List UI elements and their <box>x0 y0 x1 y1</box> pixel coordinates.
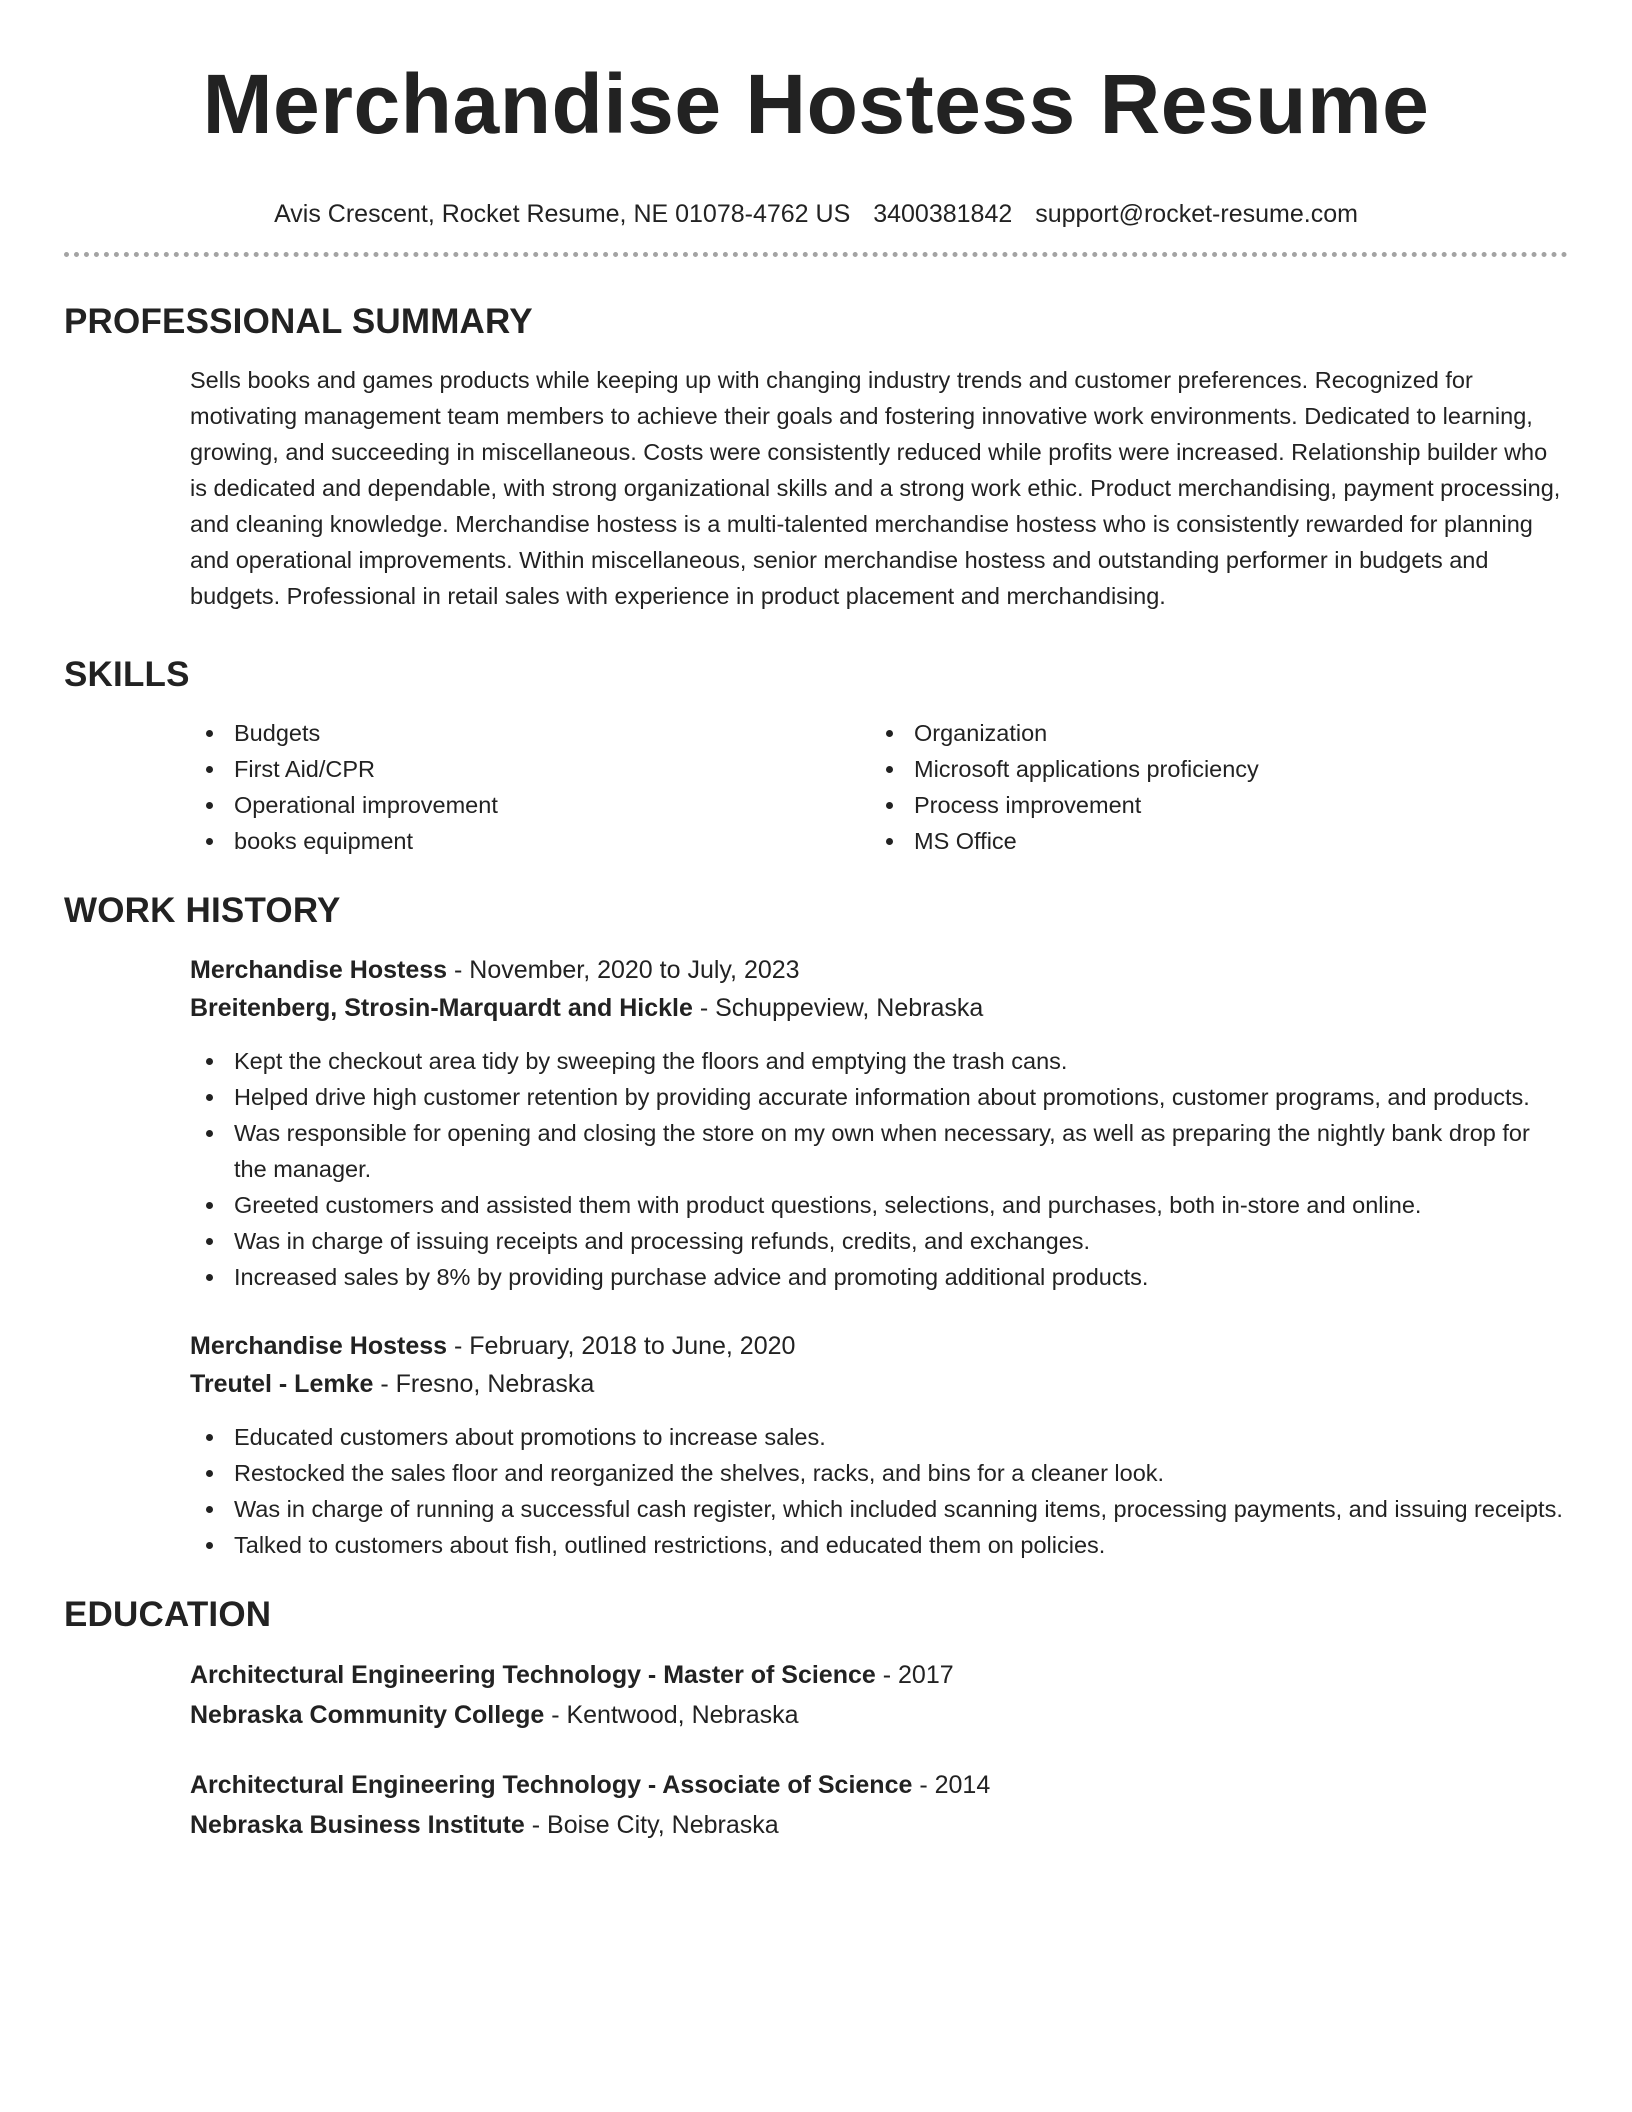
education-entry <box>190 1765 1568 1845</box>
skill-item: Budgets <box>190 715 870 751</box>
work-history-heading: WORK HISTORY <box>64 891 341 930</box>
job-title-line <box>190 1327 1568 1365</box>
skill-item: Process improvement <box>870 787 1550 823</box>
education-degree: Architectural Engineering Technology - Master of Science <box>190 1661 876 1689</box>
summary-heading: PROFESSIONAL SUMMARY <box>64 302 533 341</box>
job-bullets <box>190 1043 1568 1295</box>
contact-address: Avis Crescent, Rocket Resume, NE 01078-4762 US <box>274 200 851 228</box>
education-degree: Architectural Engineering Technology - Associate of Science <box>190 1771 913 1799</box>
job-bullet: Was responsible for opening and closing the store on my own when necessary, as well as preparing the nightly bank drop for the manager. <box>190 1115 1568 1187</box>
job-location: - Fresno, Nebraska <box>373 1370 595 1398</box>
section-education <box>64 1593 1568 1845</box>
contact-line <box>64 198 1568 230</box>
job-title: Merchandise Hostess <box>190 1332 448 1360</box>
resume-page <box>64 0 1568 1845</box>
job-entry <box>190 1327 1568 1563</box>
job-bullet: Kept the checkout area tidy by sweeping the floors and emptying the trash cans. <box>190 1043 1568 1079</box>
summary-text: Sells books and games products while keeping up with changing industry trends and customer preferences. Recognized for motivating management team members to achieve their goals and fostering innovative work environments. Dedicated to learning, growing, and succeeding in miscellaneous. Costs were consistently reduced while profits were increased. Relationship builder who is dedicated and dependable, with strong organizational skills and a strong work ethic. Product merchandising, payment processing, and cleaning knowledge. Merchandise hostess is a multi-talented merchandise hostess who is consistently rewarded for planning and operational improvements. Within miscellaneous, senior merchandise hostess and outstanding performer in budgets and budgets. Professional in retail sales with experience in product placement and merchandising. <box>190 367 1561 609</box>
skill-item: books equipment <box>190 823 870 859</box>
job-bullet: Greeted customers and assisted them with product questions, selections, and purchases, both in-store and online. <box>190 1187 1568 1223</box>
job-title: Merchandise Hostess <box>190 956 448 984</box>
education-degree-line <box>190 1765 1568 1805</box>
section-work-history <box>64 889 1568 1563</box>
skill-item: Operational improvement <box>190 787 870 823</box>
education-year: - 2014 <box>912 1771 991 1799</box>
education-degree-line <box>190 1655 1568 1695</box>
section-summary <box>64 300 1568 614</box>
education-school: Nebraska Business Institute <box>190 1811 525 1839</box>
job-bullet: Increased sales by 8% by providing purchase advice and promoting additional products. <box>190 1259 1568 1295</box>
education-school-line <box>190 1805 1568 1845</box>
job-location: - Schuppeview, Nebraska <box>692 994 984 1022</box>
education-school: Nebraska Community College <box>190 1701 545 1729</box>
skills-list-right <box>870 715 1550 859</box>
skills-heading: SKILLS <box>64 655 190 694</box>
job-company: Treutel - Lemke <box>190 1370 374 1398</box>
education-location: - Boise City, Nebraska <box>524 1811 779 1839</box>
skill-item: Organization <box>870 715 1550 751</box>
header-divider <box>64 252 1568 257</box>
education-entry <box>190 1655 1568 1735</box>
job-dates: - February, 2018 to June, 2020 <box>447 1332 796 1360</box>
job-company: Breitenberg, Strosin-Marquardt and Hickle <box>190 994 693 1022</box>
skill-item: MS Office <box>870 823 1550 859</box>
section-skills <box>64 653 1568 859</box>
job-bullet: Was in charge of issuing receipts and processing refunds, credits, and exchanges. <box>190 1223 1568 1259</box>
education-year: - 2017 <box>875 1661 954 1689</box>
skill-item: Microsoft applications proficiency <box>870 751 1550 787</box>
skills-list-left <box>190 715 870 859</box>
job-bullet: Restocked the sales floor and reorganized the shelves, racks, and bins for a cleaner look. <box>190 1455 1568 1491</box>
job-bullets <box>190 1419 1568 1563</box>
job-bullet: Helped drive high customer retention by providing accurate information about promotions, customer programs, and products. <box>190 1079 1568 1115</box>
education-location: - Kentwood, Nebraska <box>544 1701 799 1729</box>
job-title-line <box>190 951 1568 989</box>
job-company-line <box>190 1365 1568 1403</box>
resume-title: Merchandise Hostess Resume <box>202 57 1430 151</box>
job-bullet: Talked to customers about fish, outlined restrictions, and educated them on policies. <box>190 1527 1568 1563</box>
education-heading: EDUCATION <box>64 1595 272 1634</box>
skill-item: First Aid/CPR <box>190 751 870 787</box>
job-bullet: Educated customers about promotions to increase sales. <box>190 1419 1568 1455</box>
contact-phone: 3400381842 <box>873 200 1013 228</box>
job-bullet: Was in charge of running a successful cash register, which included scanning items, processing payments, and issuing receipts. <box>190 1491 1568 1527</box>
education-school-line <box>190 1695 1568 1735</box>
job-entry <box>190 951 1568 1295</box>
contact-email: support@rocket-resume.com <box>1035 200 1358 228</box>
job-company-line <box>190 989 1568 1027</box>
job-dates: - November, 2020 to July, 2023 <box>447 956 800 984</box>
